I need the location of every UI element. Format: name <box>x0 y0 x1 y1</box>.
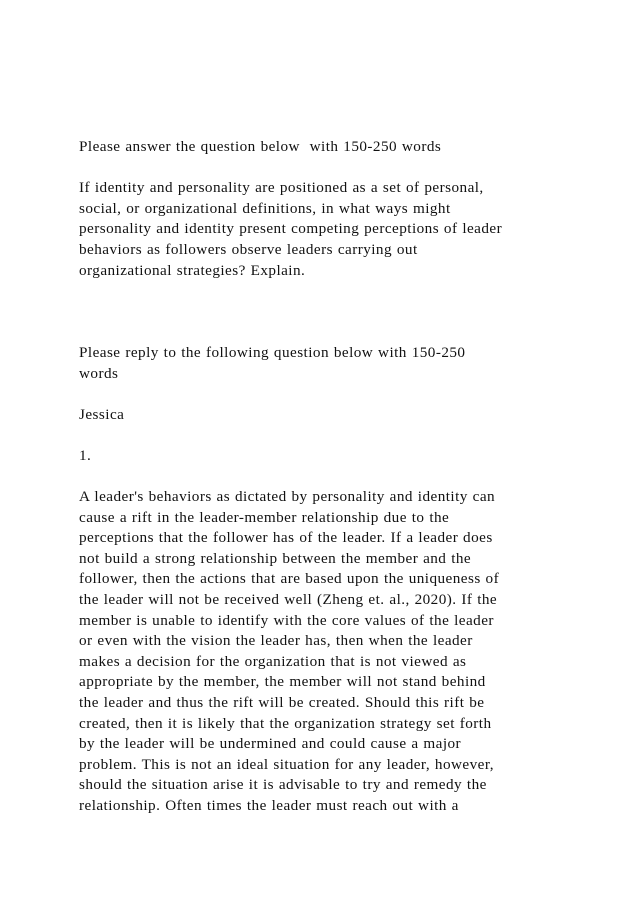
document-body <box>79 137 569 817</box>
list-number: 1. <box>79 446 92 464</box>
response-line: perceptions that the follower has of the leader. If a leader does <box>79 529 493 547</box>
response-line: member is unable to identify with the core values of the leader <box>79 611 494 629</box>
question-line: organizational strategies? Explain. <box>79 261 306 279</box>
response-line: problem. This is not an ideal situation for any leader, however, <box>79 755 494 773</box>
response-line: not build a strong relationship between the member and the <box>79 549 472 567</box>
response-line: appropriate by the member, the member will not stand behind <box>79 673 486 691</box>
response-line: or even with the vision the leader has, then when the leader <box>79 632 473 650</box>
question-line: personality and identity present competing perceptions of leader <box>79 220 503 238</box>
blank-line <box>79 467 569 488</box>
response-line: makes a decision for the organization that is not viewed as <box>79 652 467 670</box>
blank-line <box>79 384 569 405</box>
response-line: should the situation arise it is advisable to try and remedy the <box>79 776 487 794</box>
blank-lines <box>79 281 569 343</box>
response-line: by the leader will be undermined and could cause a major <box>79 735 462 753</box>
question-line: social, or organizational definitions, in what ways might <box>79 199 451 217</box>
question-line: behaviors as followers observe leaders carrying out <box>79 240 418 258</box>
prompt-instruction-1: Please answer the question below with 150-250 words <box>79 138 442 155</box>
author-name: Jessica <box>79 405 125 423</box>
response-line: relationship. Often times the leader must reach out with a <box>79 797 459 815</box>
response-line: A leader's behaviors as dictated by personality and identity can <box>79 488 496 506</box>
blank-line <box>79 425 569 446</box>
question-line: If identity and personality are positioned as a set of personal, <box>79 179 484 197</box>
blank-line <box>79 158 569 179</box>
prompt-instruction-2: Please reply to the following question below with 150-250 <box>79 343 466 361</box>
response-line: follower, then the actions that are based upon the uniqueness of <box>79 570 500 588</box>
response-line: cause a rift in the leader-member relationship due to the <box>79 508 450 526</box>
prompt-instruction-2: words <box>79 364 119 382</box>
response-line: the leader and thus the rift will be created. Should this rift be <box>79 694 485 712</box>
response-line: created, then it is likely that the organization strategy set forth <box>79 714 492 732</box>
response-line: the leader will not be received well (Zheng et. al., 2020). If the <box>79 591 498 609</box>
